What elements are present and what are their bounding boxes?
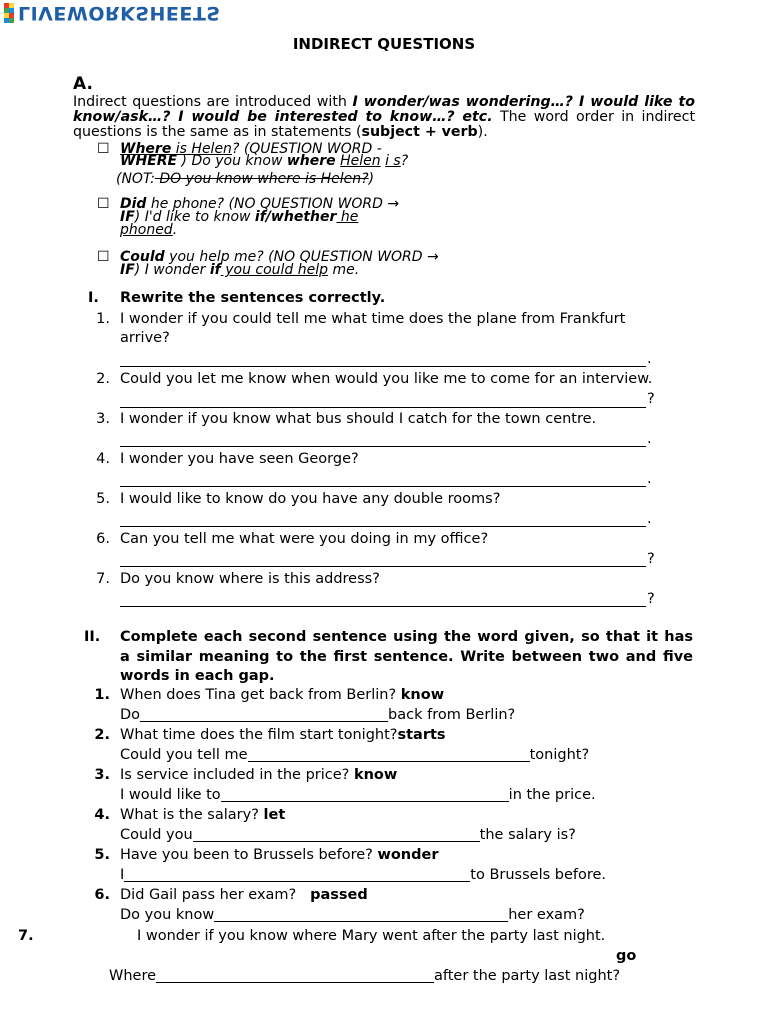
answer-end-2: ? bbox=[647, 391, 655, 407]
transform-item-2-answer: Could you tell me tonight? bbox=[120, 747, 590, 763]
answer-field-5[interactable] bbox=[120, 512, 646, 527]
gap-field-7[interactable] bbox=[156, 968, 434, 983]
transform-item-7: I wonder if you know where Mary went after the party last night. bbox=[137, 928, 606, 944]
answer-field-4[interactable] bbox=[120, 472, 646, 487]
gap-field-1[interactable] bbox=[140, 707, 388, 722]
example-3: ☐ Could you help me? (NO QUESTION WORD → bbox=[97, 249, 439, 265]
section-a-label: A. bbox=[73, 74, 93, 94]
checkbox-icon: ☐ bbox=[97, 196, 110, 212]
example-1-line2: WHERE ) Do you know where Helen i s? bbox=[120, 153, 409, 169]
answer-end-4: . bbox=[647, 471, 652, 487]
answer-field-7[interactable] bbox=[120, 592, 646, 607]
example-2-line3: phoned. bbox=[120, 222, 178, 238]
section-2-numeral: II. bbox=[84, 629, 101, 645]
gap-field-4[interactable] bbox=[193, 827, 480, 842]
gap-field-6[interactable] bbox=[214, 907, 508, 922]
gap-field-3[interactable] bbox=[221, 787, 509, 802]
example-2-line2: IF) I'd like to know if/whether he bbox=[120, 209, 359, 225]
transform-item-5-answer: I to Brussels before. bbox=[120, 867, 607, 883]
rewrite-item-1-line2: arrive? bbox=[120, 330, 170, 346]
answer-end-6: ? bbox=[647, 551, 655, 567]
answer-end-5: . bbox=[647, 511, 652, 527]
gap-field-2[interactable] bbox=[248, 747, 530, 762]
answer-end-1: . bbox=[647, 351, 652, 367]
answer-field-2[interactable] bbox=[120, 393, 646, 408]
checkbox-icon: ☐ bbox=[97, 141, 110, 157]
logo-mark-icon bbox=[4, 3, 14, 23]
answer-field-1[interactable] bbox=[120, 352, 646, 367]
example-1: ☐ Where is Helen? (QUESTION WORD - bbox=[97, 141, 382, 157]
transform-item-3-answer: I would like to in the price. bbox=[120, 787, 596, 803]
example-1-not: (NOT: DO you know where is Helen?) bbox=[116, 171, 375, 187]
transform-item-7-number: 7. bbox=[18, 928, 34, 944]
checkbox-icon: ☐ bbox=[97, 249, 110, 265]
example-3-line2: IF) I wonder if you could help me. bbox=[120, 262, 360, 278]
transform-item-6-answer: Do you know her exam? bbox=[120, 907, 585, 923]
transform-item-1-answer: Do back from Berlin? bbox=[120, 707, 516, 723]
page-title: INDIRECT QUESTIONS bbox=[292, 35, 476, 53]
liveworksheets-logo bbox=[4, 2, 221, 24]
intro-paragraph: Indirect questions are introduced with I wonder/was wondering…? I would like to know/ask…? I would be interested to know…? etc. The word order in indirect questions is the same as in statements (subject + verb). bbox=[73, 94, 696, 140]
answer-field-6[interactable] bbox=[120, 552, 646, 567]
section-2-heading: Complete each second sentence using the word given, so that it has a similar meaning to the first sentence. Write between two and five words in each gap. bbox=[120, 629, 693, 684]
answer-end-7: ? bbox=[647, 591, 655, 607]
logo-text: LIVEWORKSHEETS bbox=[18, 2, 221, 24]
gap-field-5[interactable] bbox=[124, 867, 470, 882]
section-1-numeral: I. bbox=[88, 290, 99, 306]
section-1-heading: Rewrite the sentences correctly. bbox=[120, 290, 386, 306]
example-2: ☐ Did he phone? (NO QUESTION WORD → bbox=[97, 196, 400, 212]
transform-item-7-word: go bbox=[616, 948, 637, 964]
answer-field-3[interactable] bbox=[120, 432, 646, 447]
transform-item-4-answer: Could you the salary is? bbox=[120, 827, 576, 843]
answer-end-3: . bbox=[647, 431, 652, 447]
transform-item-7-answer: Where after the party last night? bbox=[109, 968, 621, 984]
